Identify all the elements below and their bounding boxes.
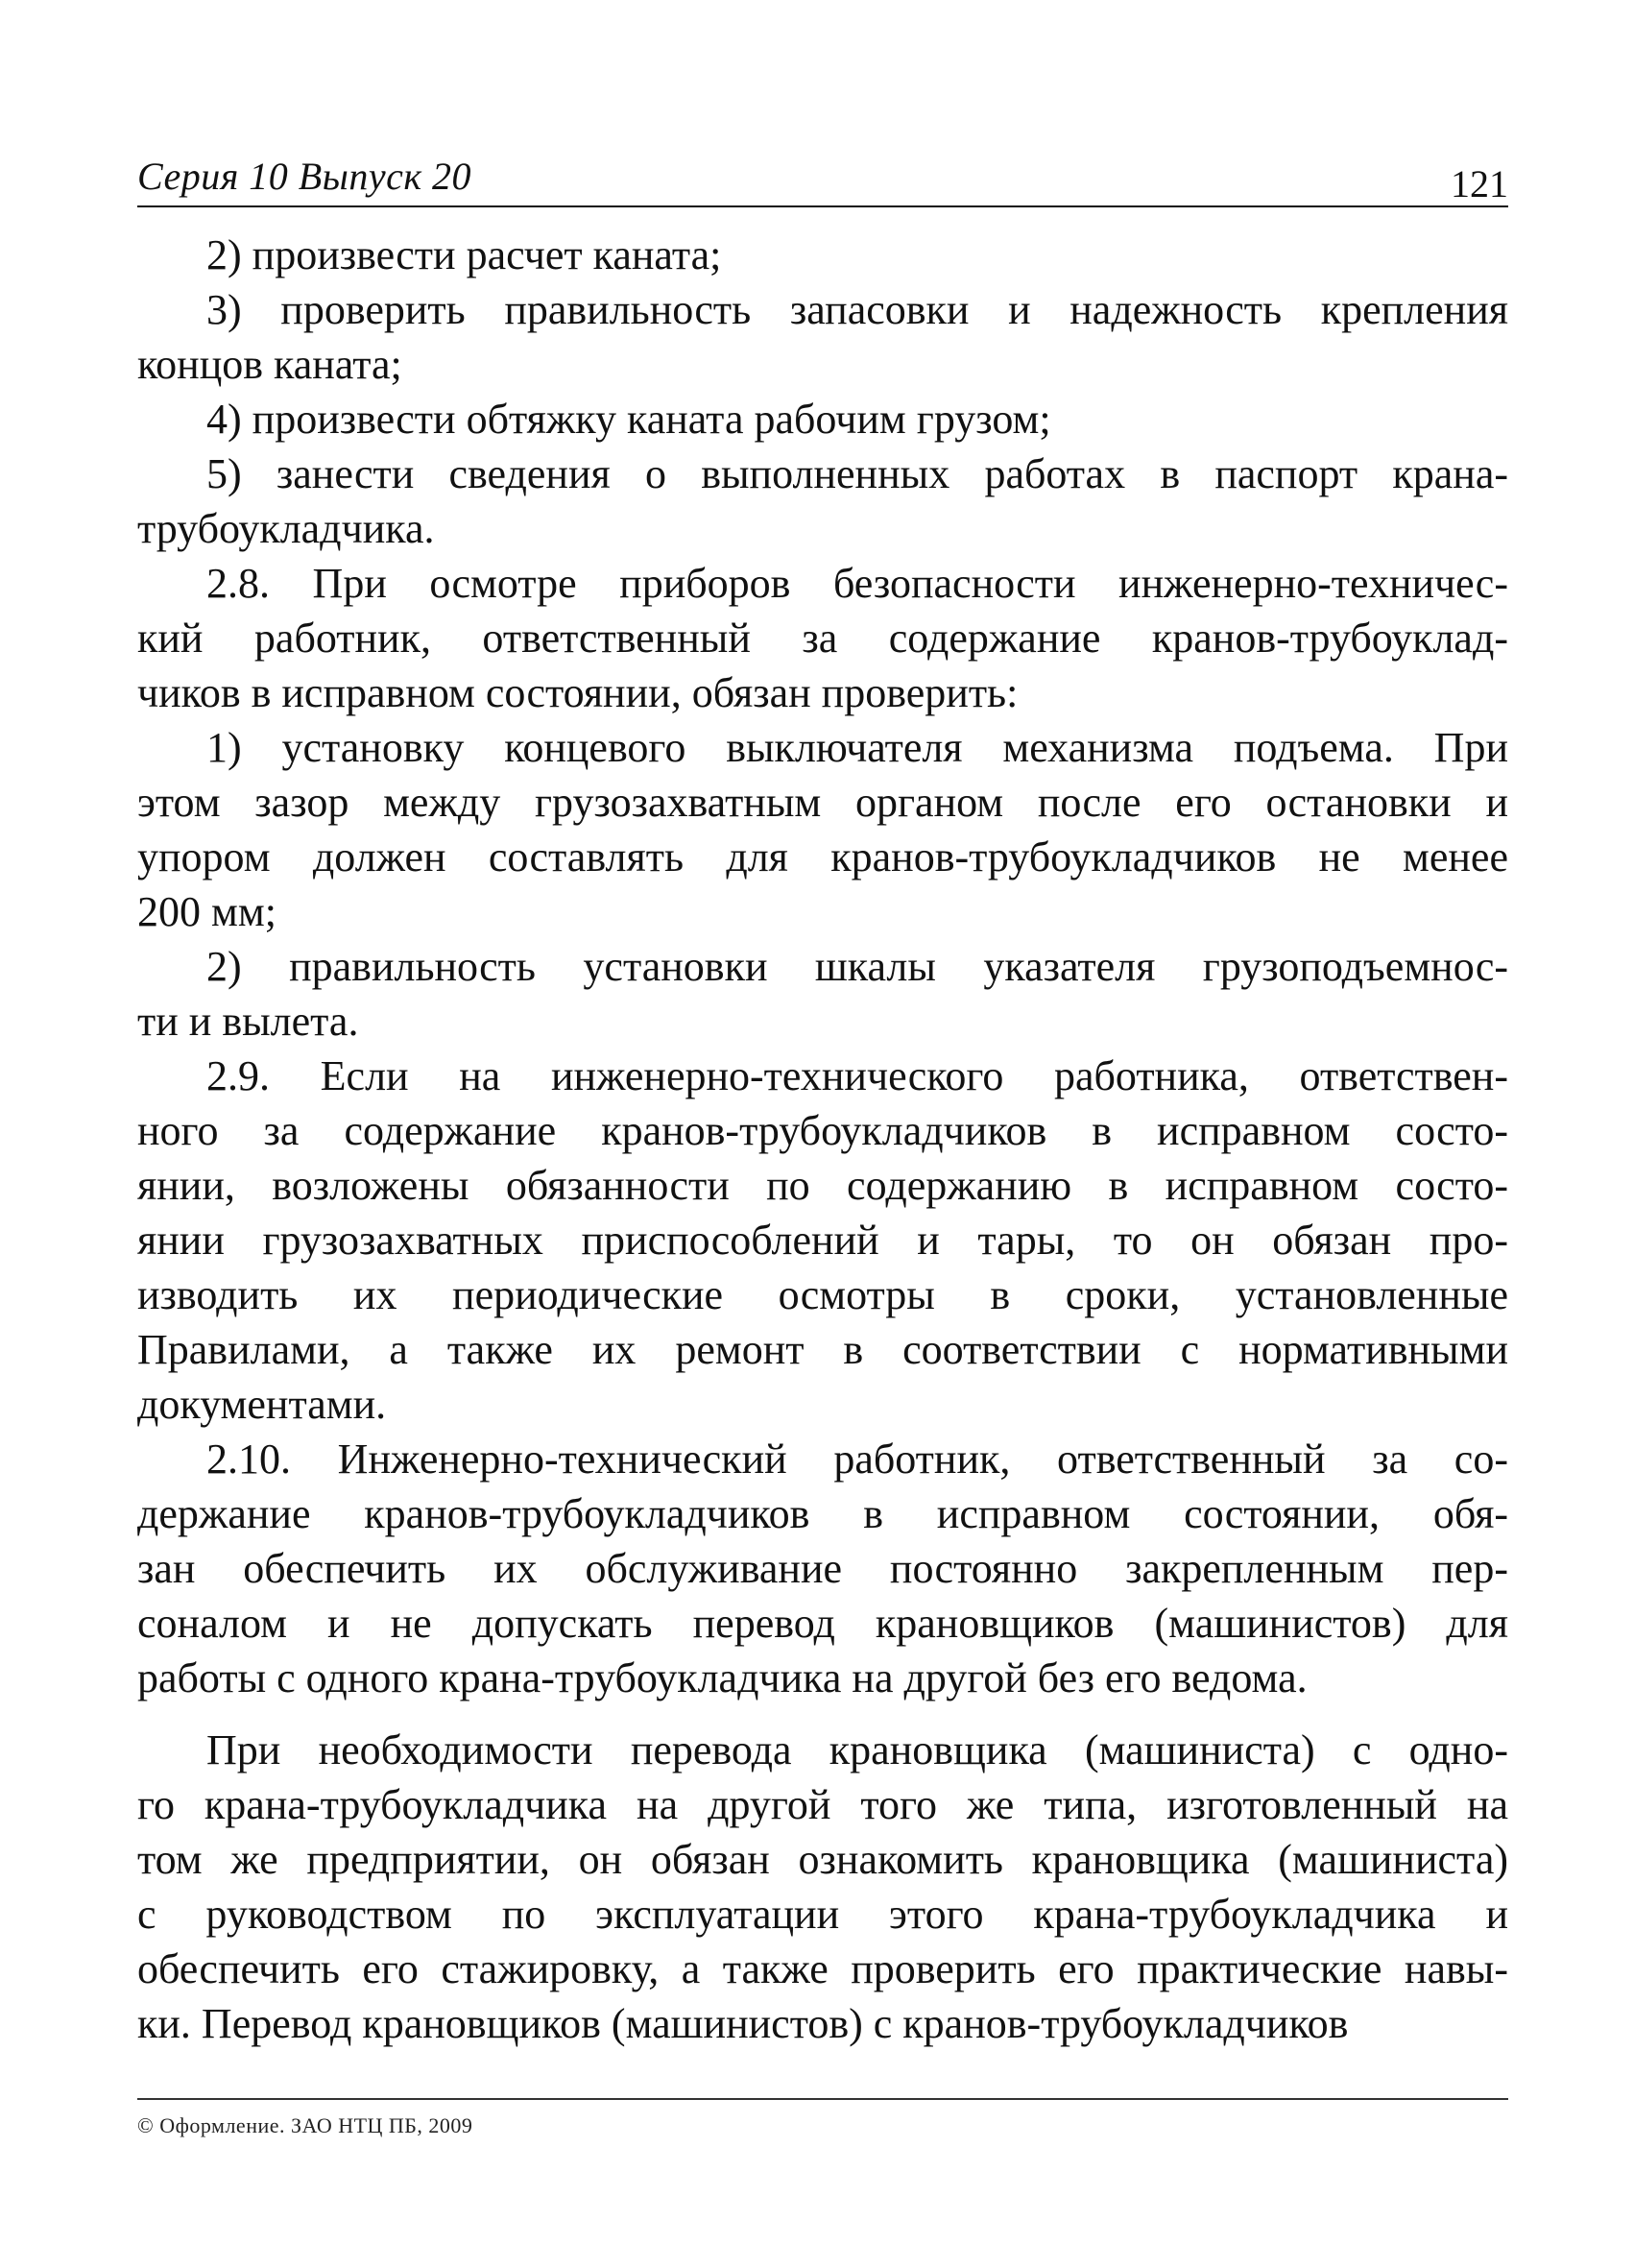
text-line: этом зазор между грузозахватным органом после его остановки и <box>137 779 1508 826</box>
text-line: работы с одного крана-трубоукладчика на другой без его ведома. <box>137 1654 1308 1701</box>
text-line: янии, возложены обязанности по содержанию в исправном состо- <box>137 1162 1508 1209</box>
body-text <box>137 228 1508 2051</box>
paragraph <box>137 1432 1508 1705</box>
text-line: том же предприятии, он обязан ознакомить крановщика (машиниста) <box>137 1836 1508 1883</box>
text-line: с руководством по эксплуатации этого крана-трубоукладчика и <box>137 1891 1508 1938</box>
text-line: янии грузозахватных приспособлений и тары, то он обязан про- <box>137 1217 1508 1264</box>
text-line: документами. <box>137 1381 387 1428</box>
text-line: соналом и не допускать перевод крановщиков (машинистов) для <box>137 1600 1508 1647</box>
paragraph <box>137 1723 1508 2051</box>
text-line: упором должен составлять для кранов-трубоукладчиков не менее <box>137 833 1508 881</box>
text-line: Правилами, а также их ремонт в соответствии с нормативными <box>137 1326 1508 1373</box>
running-header <box>137 154 1508 211</box>
text-line: ки. Перевод крановщиков (машинистов) с кранов-трубоукладчиков <box>137 2000 1349 2047</box>
text-line: кий работник, ответственный за содержание кранов-трубоуклад- <box>137 615 1508 662</box>
paragraph <box>137 939 1508 1049</box>
paragraph <box>137 392 1508 446</box>
text-line: обеспечить его стажировку, а также проверить его практические навы- <box>137 1945 1508 1992</box>
text-line: 3) проверить правильность запасовки и надежность крепления <box>206 286 1508 333</box>
text-line: 4) произвести обтяжку каната рабочим грузом; <box>206 396 1051 443</box>
paragraph <box>137 720 1508 939</box>
paragraph <box>137 228 1508 282</box>
text-line: изводить их периодические осмотры в сроки, установленные <box>137 1271 1508 1318</box>
text-line: 200 мм; <box>137 888 276 935</box>
page-number: 121 <box>1451 162 1508 205</box>
text-line: 2.10. Инженерно-технический работник, ответственный за со- <box>206 1436 1508 1483</box>
text-line: чиков в исправном состоянии, обязан проверить: <box>137 669 1019 716</box>
text-line: При необходимости перевода крановщика (машиниста) с одно- <box>206 1726 1508 1773</box>
text-line: трубоукладчика. <box>137 505 435 552</box>
paragraph <box>137 282 1508 392</box>
text-line: ного за содержание кранов-трубоукладчиков в исправном состо- <box>137 1107 1508 1154</box>
footer-divider <box>137 2098 1508 2100</box>
text-line: 5) занести сведения о выполненных работах в паспорт крана- <box>206 450 1508 497</box>
header-divider <box>137 205 1508 207</box>
text-line: держание кранов-трубоукладчиков в исправном состоянии, обя- <box>137 1490 1508 1537</box>
text-line: зан обеспечить их обслуживание постоянно закрепленным пер- <box>137 1545 1508 1592</box>
text-line: 2.9. Если на инженерно-технического работника, ответствен- <box>206 1052 1508 1099</box>
text-line: концов каната; <box>137 341 402 388</box>
text-line: 1) установку концевого выключателя механизма подъема. При <box>206 724 1508 771</box>
text-line: го крана-трубоукладчика на другой того же типа, изготовленный на <box>137 1781 1508 1828</box>
series-title: Серия 10 Выпуск 20 <box>137 155 472 198</box>
text-line: 2.8. При осмотре приборов безопасности инженерно-техничес- <box>206 560 1508 607</box>
footer-copyright: © Оформление. ЗАО НТЦ ПБ, 2009 <box>137 2113 473 2137</box>
paragraph <box>137 446 1508 556</box>
text-line: 2) произвести расчет каната; <box>206 231 722 278</box>
paragraph <box>137 1049 1508 1432</box>
text-line: 2) правильность установки шкалы указателя грузоподъемнос- <box>206 943 1508 990</box>
paragraph <box>137 556 1508 720</box>
text-line: ти и вылета. <box>137 998 359 1045</box>
